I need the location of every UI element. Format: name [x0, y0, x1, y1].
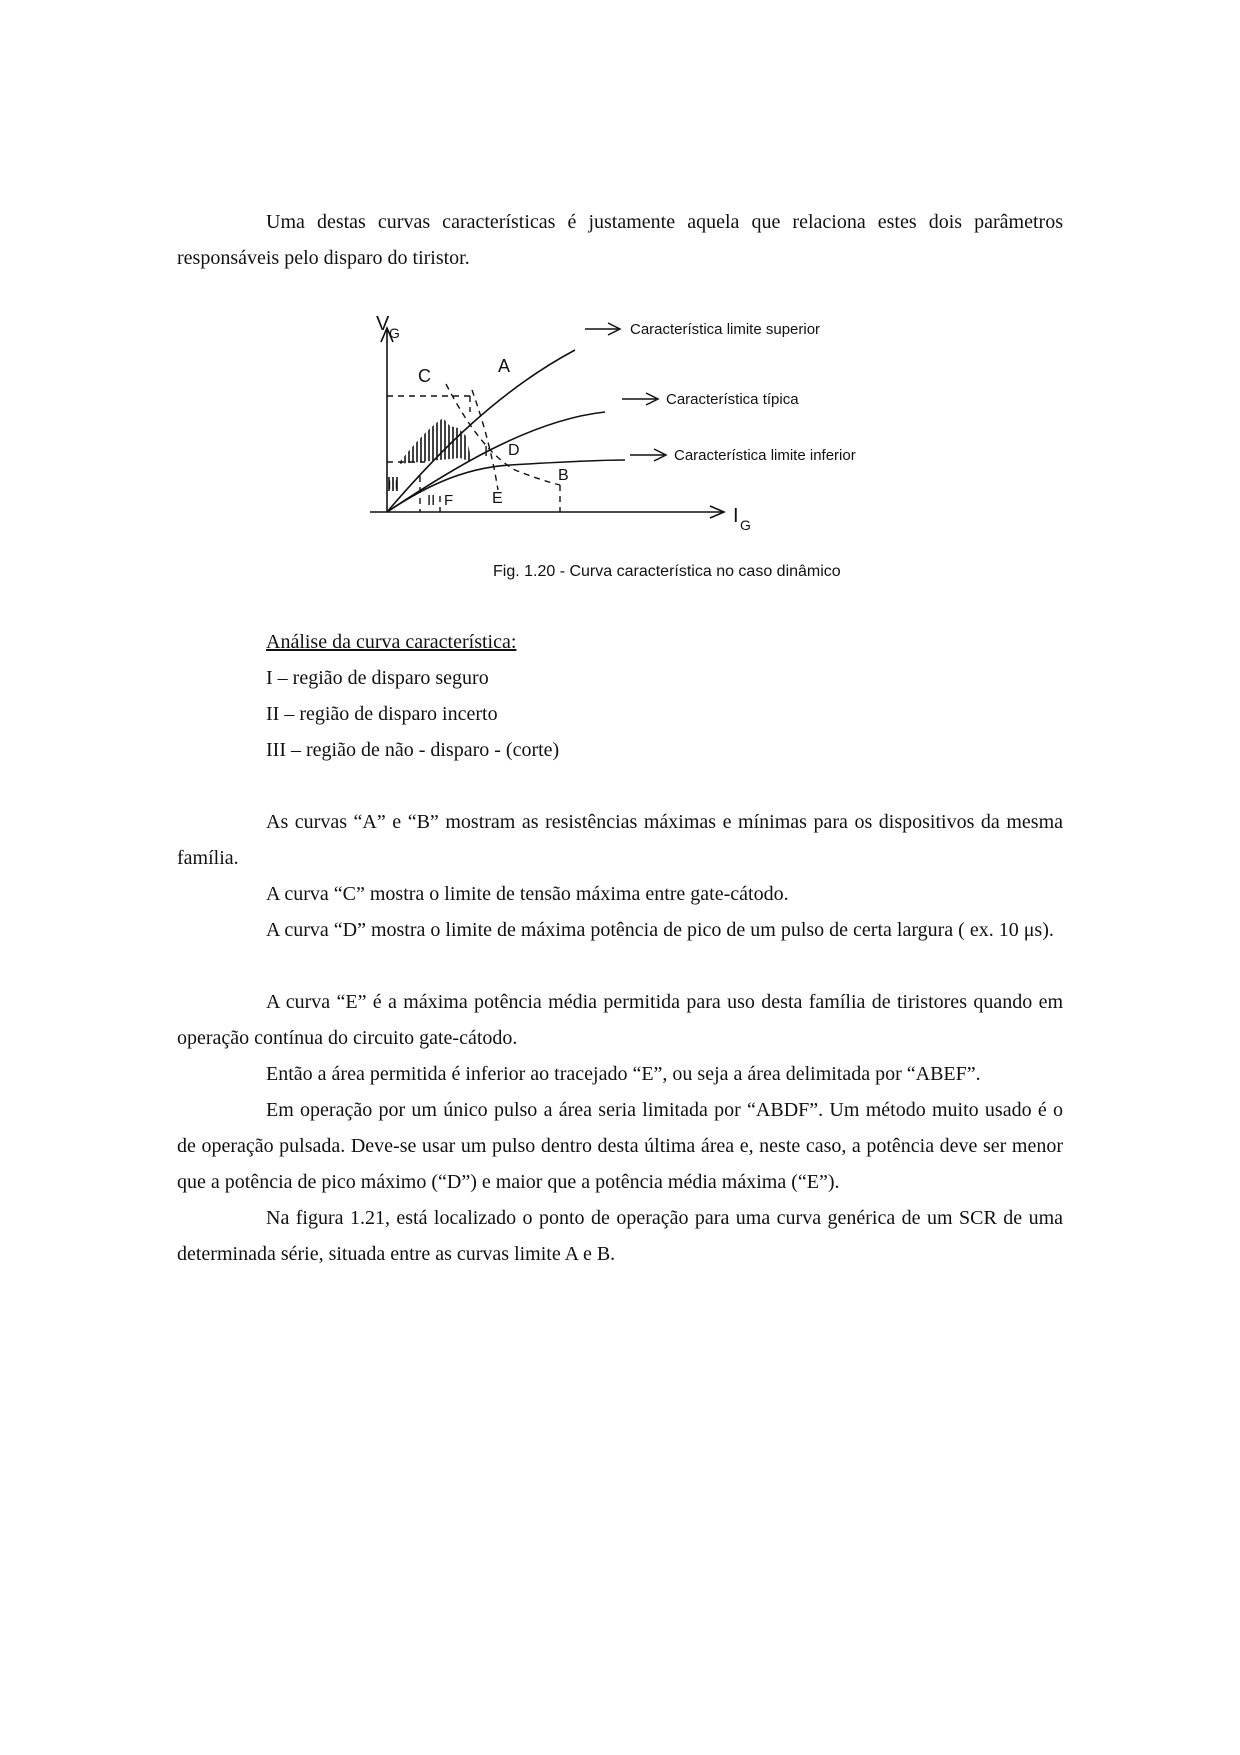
region-i-shading	[398, 418, 472, 464]
annotation-upper-limit: Característica limite superior	[630, 321, 821, 338]
label-a: A	[498, 356, 511, 376]
label-c: C	[418, 366, 431, 386]
x-axis-subscript: G	[740, 517, 751, 533]
label-d: D	[508, 442, 520, 459]
label-b: B	[558, 467, 569, 484]
label-e: E	[492, 490, 503, 507]
intro-paragraph: Uma destas curvas características é justamente aquela que relaciona estes dois parâmetros responsáveis pelo disparo do tiristor.	[177, 211, 1063, 269]
analysis-item-iii: III – região de não - disparo - (corte)	[266, 739, 560, 761]
paragraph-pulse-operation: Em operação por um único pulso a área seria limitada por “ABDF”. Um método muito usado é o de operação pulsada. Deve-se usar um pulso dentro desta última área e, neste caso, a potência deve ser menor que a potência de pico máximo (“D”) e maior que a potência média máxima (“E”).	[177, 1099, 1063, 1193]
analysis-item-i: I – região de disparo seguro	[266, 667, 489, 689]
paragraph-figure-reference: Na figura 1.21, está localizado o ponto de operação para uma curva genérica de um SCR de uma determinada série, situada entre as curvas limite A e B.	[177, 1207, 1063, 1265]
figure-caption: Fig. 1.20 - Curva característica no caso dinâmico	[493, 563, 841, 580]
paragraph-curve-d: A curva “D” mostra o limite de máxima potência de pico de um pulso de certa largura ( ex. 10 μs).	[266, 919, 1054, 941]
annotation-typical: Característica típica	[666, 391, 799, 408]
y-axis-subscript: G	[389, 325, 400, 341]
analysis-item-ii: II – região de disparo incerto	[266, 703, 498, 725]
curve-a	[387, 350, 575, 512]
paragraph-curves-a-b: As curvas “A” e “B” mostram as resistências máximas e mínimas para os dispositivos da mesma família.	[177, 811, 1063, 869]
paragraph-allowed-area: Então a área permitida é inferior ao tracejado “E”, ou seja a área delimitada por “ABEF”.	[266, 1063, 981, 1085]
label-f: F	[444, 492, 454, 509]
analysis-heading: Análise da curva característica:	[266, 631, 517, 653]
figure-svg	[376, 300, 900, 590]
label-region-i: I	[484, 443, 489, 460]
label-region-ii: II	[427, 492, 436, 509]
curve-b	[387, 460, 625, 512]
characteristic-curve-figure	[376, 300, 900, 590]
paragraph-curve-e: A curva “E” é a máxima potência média permitida para uso desta família de tiristores quando em operação contínua do circuito gate-cátodo.	[177, 991, 1063, 1049]
x-axis-label: I	[733, 505, 739, 527]
annotation-lower-limit: Característica limite inferior	[674, 447, 856, 464]
label-region-iii: III	[388, 478, 399, 492]
paragraph-curve-c: A curva “C” mostra o limite de tensão máxima entre gate-cátodo.	[266, 883, 789, 905]
y-axis-label: V	[376, 313, 390, 335]
